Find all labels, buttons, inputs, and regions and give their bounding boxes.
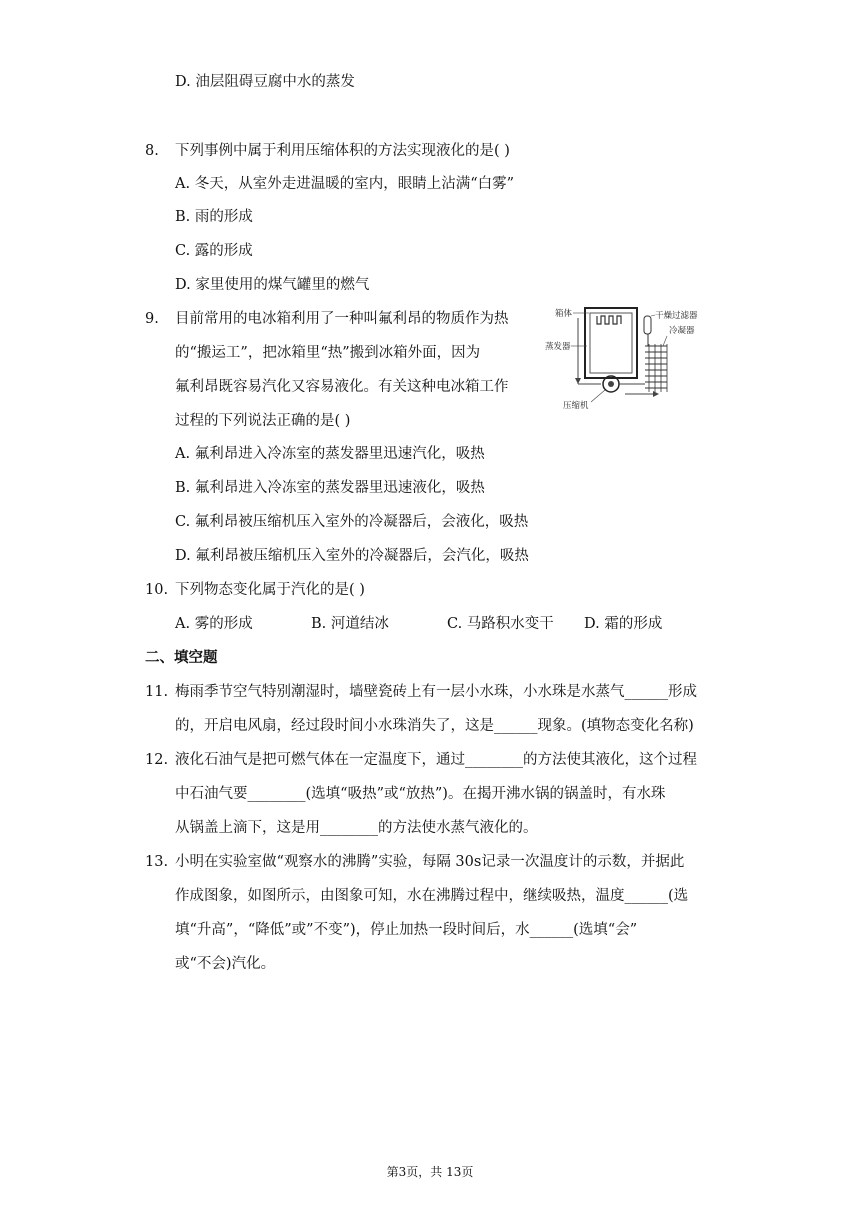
q8-option-d: D. 家里使用的煤气罐里的燃气 bbox=[175, 277, 370, 293]
q10-option-a: A. 雾的形成 bbox=[175, 616, 253, 632]
fridge-box bbox=[585, 308, 637, 378]
q10-option-d: D. 霜的形成 bbox=[584, 616, 663, 632]
arrow-icon bbox=[653, 391, 659, 397]
label-evaporator: 蒸发器 bbox=[545, 342, 571, 352]
q10-option-c: C. 马路积水变干 bbox=[447, 616, 554, 632]
q9-option-a: A. 氟利昂进入冷冻室的蒸发器里迅速汽化，吸热 bbox=[175, 446, 485, 462]
compressor-core bbox=[608, 381, 614, 387]
q9-stem-line: 氟利昂既容易汽化又容易液化。有关这种电冰箱工作 bbox=[175, 379, 509, 395]
q8-option-c: C. 露的形成 bbox=[175, 243, 253, 259]
q10-stem: 下列物态变化属于汽化的是( ) bbox=[175, 582, 365, 598]
q8-option-b: B. 雨的形成 bbox=[175, 209, 253, 225]
q9-option-b: B. 氟利昂进入冷冻室的蒸发器里迅速液化，吸热 bbox=[175, 480, 485, 496]
q13-line: 作成图象，如图所示，由图象可知，水在沸腾过程中，继续吸热，温度______(选 bbox=[175, 888, 689, 904]
q8-option-a: A. 冬天，从室外走进温暖的室内，眼睛上沾满“白雾” bbox=[175, 176, 515, 192]
q11-line: 的，开启电风扇，经过段时间小水珠消失了，这是______现象。(填物态变化名称) bbox=[175, 718, 694, 734]
section-heading: 二、填空题 bbox=[145, 649, 218, 666]
q9-option-d: D. 氟利昂被压缩机压入室外的冷凝器后，会汽化，吸热 bbox=[175, 548, 529, 564]
q8-number: 8. bbox=[145, 143, 159, 159]
refrigerator-diagram bbox=[545, 304, 735, 414]
q13-line: 填“升高”，“降低”或”不变”)，停止加热一段时间后，水______(选填“会” bbox=[175, 922, 638, 938]
q9-option-c: C. 氟利昂被压缩机压入室外的冷凝器后，会液化，吸热 bbox=[175, 514, 529, 530]
page-footer: 第3页，共 13页 bbox=[386, 1165, 474, 1179]
fridge-inner bbox=[590, 313, 632, 373]
q9-number: 9. bbox=[145, 311, 159, 327]
label-box: 箱体 bbox=[555, 309, 573, 319]
label-dryer: 干燥过滤器 bbox=[655, 311, 698, 321]
q12-line: 从锅盖上滴下，这是用________的方法使水蒸气液化的。 bbox=[175, 820, 538, 836]
evaporator-coil bbox=[597, 316, 621, 324]
q10-options bbox=[175, 614, 735, 634]
q12-number: 12. bbox=[145, 752, 169, 768]
q12-line: 中石油气要________(选填“吸热”或“放热”)。在揭开沸水锅的锅盖时，有水珠 bbox=[175, 786, 666, 802]
condenser-grid bbox=[645, 344, 667, 392]
dryer-filter bbox=[644, 316, 651, 334]
q11-line: 梅雨季节空气特别潮湿时，墙壁瓷砖上有一层小水珠，小水珠是水蒸气______形成 bbox=[175, 684, 697, 700]
q13-number: 13. bbox=[145, 854, 169, 870]
q9-stem-line: 的“搬运工”，把冰箱里“热”搬到冰箱外面，因为 bbox=[175, 345, 481, 361]
q12-line: 液化石油气是把可燃气体在一定温度下，通过________的方法使其液化，这个过程 bbox=[175, 752, 697, 768]
label-compressor: 压缩机 bbox=[563, 401, 589, 411]
q13-line: 小明在实验室做“观察水的沸腾”实验，每隔 30s记录一次温度计的示数，并据此 bbox=[175, 854, 685, 870]
q9-stem-line: 过程的下列说法正确的是( ) bbox=[175, 413, 351, 429]
q10-number: 10. bbox=[145, 582, 169, 598]
arrow-icon bbox=[575, 378, 581, 384]
q7-option-d: D. 油层阻碍豆腐中水的蒸发 bbox=[175, 74, 355, 90]
q9-stem-line: 目前常用的电冰箱利用了一种叫氟利昂的物质作为热 bbox=[175, 311, 509, 327]
q8-stem: 下列事例中属于利用压缩体积的方法实现液化的是( ) bbox=[175, 143, 510, 159]
q10-option-b: B. 河道结冰 bbox=[311, 616, 389, 632]
q11-number: 11. bbox=[145, 684, 169, 700]
q13-line: 或“不会)汽化。 bbox=[175, 956, 276, 972]
label-condenser: 冷凝器 bbox=[669, 326, 695, 336]
